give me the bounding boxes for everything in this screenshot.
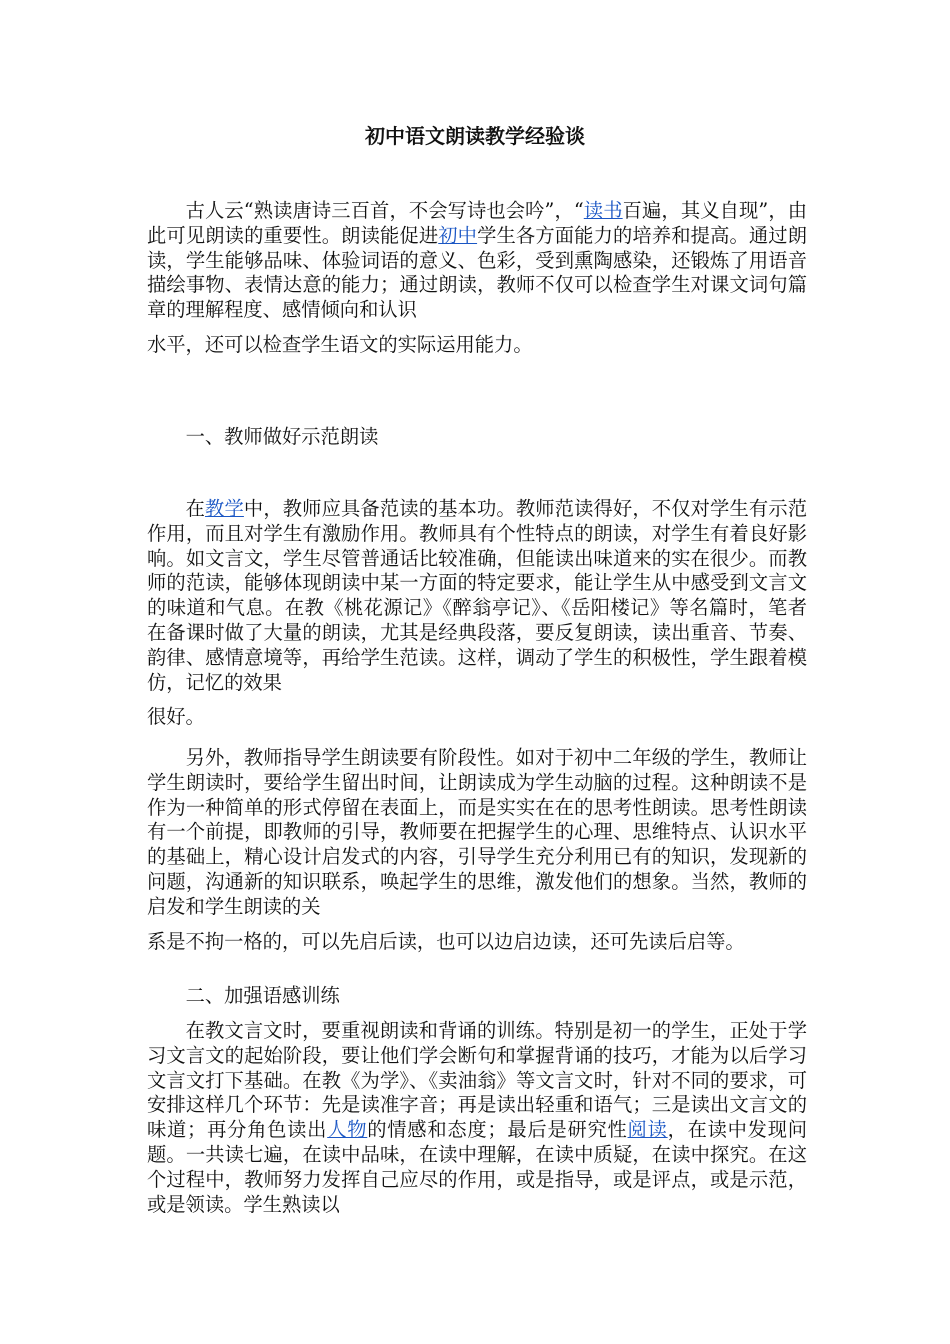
paragraph-text: 古人云“熟读唐诗三百首，不会写诗也会吟”，“ [185, 199, 584, 222]
link-jiaoxue[interactable]: 教学 [205, 497, 244, 520]
paragraph-text: 的情感和态度；最后是研究性 [367, 1118, 628, 1142]
paragraph-language-sense [147, 1019, 807, 1217]
link-yuedu[interactable]: 阅读 [627, 1118, 668, 1142]
paragraph-text: ，在读中发现问题。一共读七遍，在读中品味，在读中理解，在读中质疑，在读中探究。在这个过程中，教师努力发挥自己应尽的作用，或是指导，或是评点，或是示范，或是领读。学生熟读以 [147, 1118, 808, 1216]
paragraph-text: 水平，还可以检查学生语文的实际运用能力。 [147, 332, 533, 356]
section-heading-2: 二、加强语感训练 [185, 984, 340, 1007]
paragraph-staged-guidance [147, 746, 807, 954]
paragraph-text: 在教文言文时，要重视朗读和背诵的训练。特别是初一的学生，正处于学习文言文的起始阶段，要让他们学会断句和掌握背诵的技巧，才能为以后学习文言文打下基础。在教《为学》、《卖油翁》等文言文时，针对不同的要求，可安排这样几个环节：先是读准字音；再是读出轻重和语气；三是读出文言文的味道；再分角色读出 [147, 1019, 807, 1142]
paragraph-text: 系是不拘一格的，可以先启后读，也可以边启边读，还可先读后启等。 [147, 929, 745, 953]
link-dushu[interactable]: 读书 [583, 199, 623, 222]
paragraph-text: 百遍，其义自现”，由此可见朗读的重要性。朗读能促进 [147, 199, 808, 247]
paragraph-text: 在 [185, 497, 206, 520]
document-title: 初中语文朗读教学经验谈 [365, 124, 585, 148]
paragraph-text: 学生各方面能力的培养和提高。通过朗读，学生能够品味、体验词语的意义、色彩，受到熏陶感染，还锻炼了用语音描绘事物、表情达意的能力；通过朗读，教师不仅可以检查学生对课文词句篇章的理解程度、感情倾向和认识 [147, 223, 808, 322]
paragraph-text: 中，教师应具备范读的基本功。教师范读得好，不仅对学生有示范作用，而且对学生有激励作用。教师具有个性特点的朗读，对学生有着良好影响。如文言文，学生尽管普通话比较准确，但能读出味道来的实在很少。而教师的范读，能够体现朗读中某一方面的特定要求，能让学生从中感受到文言文的味道和气息。在教《桃花源记》《醉翁亭记》、《岳阳楼记》等名篇时，笔者在备课时做了大量的朗读，尤其是经典段落，要反复朗读，读出重音、节奏、韵律、感情意境等，再给学生范读。这样，调动了学生的积极性，学生跟着模仿，记忆的效果 [147, 497, 808, 694]
section-heading-1: 一、教师做好示范朗读 [185, 425, 379, 448]
paragraph-text: 另外，教师指导学生朗读要有阶段性。如对于初中二年级的学生，教师让学生朗读时，要给学生留出时间，让朗读成为学生动脑的过程。这种朗读不是作为一种简单的形式停留在表面上，而是实实在在的思考性朗读。思考性朗读有一个前提，即教师的引导，教师要在把握学生的心理、思维特点、认识水平的基础上，精心设计启发式的内容，引导学生充分利用已有的知识，发现新的问题，沟通新的知识联系，唤起学生的思维，激发他们的想象。当然，教师的启发和学生朗读的关 [147, 746, 807, 918]
link-chuzhong[interactable]: 初中 [438, 223, 478, 247]
link-renwu[interactable]: 人物 [327, 1118, 368, 1142]
paragraph-text: 很好。 [147, 705, 205, 729]
paragraph-demo-reading [147, 497, 807, 730]
paragraph-intro [147, 199, 807, 358]
